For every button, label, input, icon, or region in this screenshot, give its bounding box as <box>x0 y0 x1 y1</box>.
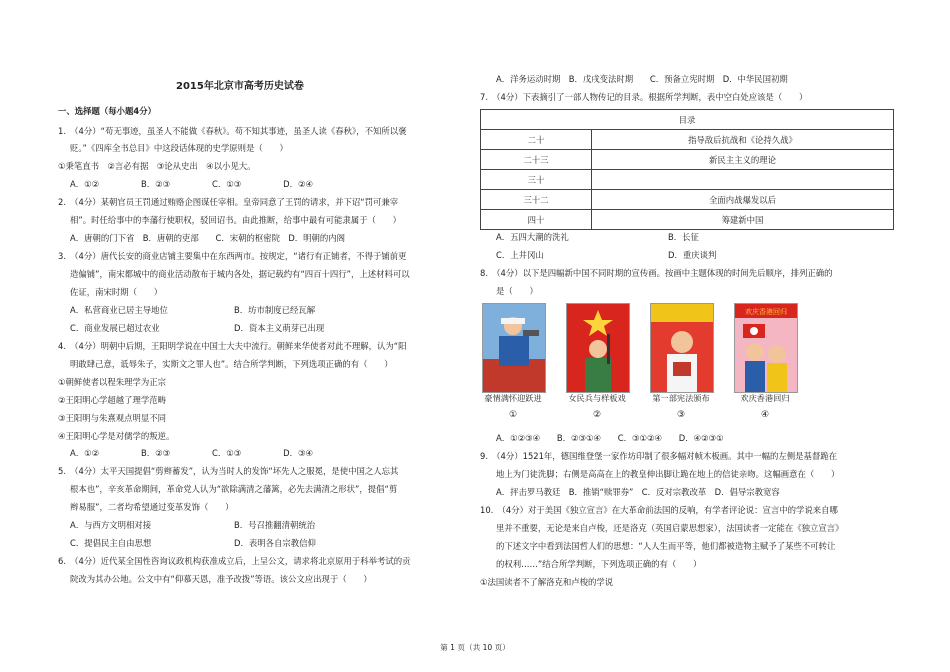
option-a: A．与西方文明相对接 <box>70 520 152 530</box>
chapter-number: 三十二 <box>481 190 592 210</box>
question-text: 地上为门徒洗脚；右侧是高高在上的教皇伸出脚让跪在地上的信徒亲吻。这幅画意在（ ） <box>496 469 840 479</box>
question-text: 根本也”，辛亥革命期间，革命党人认为“欲除满清之藩篱，必先去满清之形状”，提倡“剪 <box>70 484 398 494</box>
question-text: 7. （4分）下表摘引了一部人物传记的目录。根据所学判断，表中空白处应该是（ ） <box>480 92 808 102</box>
table-row <box>481 190 894 210</box>
question-text: 造偏铺”，南宋都城中的商业活动散布于城内各处，据记载约有“四百十四行”，上述材料可以 <box>70 269 410 279</box>
statement-1: ①法国读者不了解洛克和卢梭的学说 <box>480 577 614 587</box>
question-text: 8. （4分）以下是四幅新中国不同时期的宣传画。按画中主题体现的时间先后顺序，排列正确的 <box>480 268 833 278</box>
question-text: 院改为其办公地。公文中有“仰慕天恩，准予改拨”等语。该公文应出现于（ ） <box>70 574 372 584</box>
poster-number-2: ② <box>592 410 602 420</box>
page-footer: 第 1 页（共 10 页） <box>440 643 510 652</box>
q6-answer-options: A．洋务运动时期 B．戊戌变法时期 C．预备立宪时期 D．中华民国初期 <box>496 74 788 84</box>
poster-caption-3: 第一部宪法颁布 <box>652 393 710 403</box>
option-b: B．长征 <box>668 232 699 242</box>
poster-image-1 <box>482 303 546 393</box>
poster-image-2 <box>566 303 630 393</box>
answer-options: A．①②③④ B．②③①④ C．③①②④ D．④②③① <box>496 433 724 443</box>
poster-number-3: ③ <box>676 410 686 420</box>
question-text: 里并不重要，无论是来自卢梭，还是洛克（英国启蒙思想家），法国读者一定能在《独立宣言》 <box>496 523 844 533</box>
poster-caption-2: 女民兵与样板戏 <box>568 393 626 403</box>
question-text: 的下述文字中看到法国哲人们的思想：“人人生而平等，他们都被造物主赋予了某些不可转让 <box>496 541 836 551</box>
question-text: 10. （4分）对于美国《独立宣言》在大革命前法国的反响，有学者评论说：宣言中的学说来自哪 <box>480 505 838 515</box>
table-row <box>481 150 894 170</box>
chapter-title: 新民主主义的理论 <box>592 150 894 170</box>
chapter-title: 指导敌后抗战和《论持久战》 <box>592 130 894 150</box>
answer-options: A．抨击罗马教廷 B．推销“赎罪券” C．反对宗教改革 D．倡导宗教宽容 <box>496 487 780 497</box>
page-title: 2015年北京市高考历史试卷 <box>176 81 304 92</box>
question-text: 5. （4分）太平天国提倡“剪辫蓄发”，认为当时人的发饰“坏先人之服冕，是使中国之人忘其 <box>58 466 399 476</box>
toc-header-row <box>481 110 894 130</box>
option-d: D．表明各自宗教信仰 <box>234 538 316 548</box>
statement-3: ③王阳明与朱熹观点明显不同 <box>58 413 167 423</box>
question-text: 6. （4分）近代某全国性咨询议政机构获准成立后，上呈公文，请求将北京原用于科举考试的贡 <box>58 556 411 566</box>
chapter-title-blank <box>592 170 894 190</box>
answer-options: A．①② B．②③ C．①③ D．②④ <box>70 179 313 189</box>
question-text: 2. （4分）某朝官员王罚通过贿赂企图谋任宰相。皇帝同意了王罚的请求，并下诏“罚可兼宰 <box>58 197 399 207</box>
chapter-number: 二十三 <box>481 150 592 170</box>
question-text: 辫易服”，二者均希望通过变革发饰（ ） <box>70 502 234 512</box>
answer-options: A．唐朝的门下省 B．唐朝的吏部 C．宋朝的枢密院 D．明朝的内阁 <box>70 233 346 243</box>
statement-2: ②王阳明心学超越了理学范畴 <box>58 395 167 405</box>
question-text: 相”。时任给事中的李藩行使职权，驳回诏书。由此推断，给事中最有可能隶属于（ ） <box>70 215 401 225</box>
question-text: 1. （4分）“苟无事迹，虽圣人不能做《春秋》。苟不知其事迹，虽圣人读《春秋》，不知所以褒 <box>58 126 407 136</box>
poster-image-4 <box>734 303 798 393</box>
question-text: 贬。”《四库全书总目》中这段话体现的史学原则是（ ） <box>70 143 288 153</box>
poster-number-1: ① <box>508 410 518 420</box>
question-text: 3. （4分）唐代长安的商业店铺主要集中在东西两市。按规定，“诸行有正铺者，不得于铺前更 <box>58 251 407 261</box>
option-b: B．号召推翻清朝统治 <box>234 520 316 530</box>
table-row <box>481 170 894 190</box>
option-d: D．资本主义萌芽已出现 <box>234 323 325 333</box>
option-a: A．私营商业已居主导地位 <box>70 305 168 315</box>
poster-caption-4: 欢庆香港回归 <box>740 393 790 403</box>
poster-number-4: ④ <box>760 410 770 420</box>
chapter-number: 四十 <box>481 210 592 230</box>
table-row <box>481 210 894 230</box>
option-d: D．重庆谈判 <box>668 250 717 260</box>
chapter-number: 三十 <box>481 170 592 190</box>
table-row <box>481 130 894 150</box>
option-c: C．提倡民主自由思想 <box>70 538 152 548</box>
chapter-number: 二十 <box>481 130 592 150</box>
option-c: C．上井冈山 <box>496 250 544 260</box>
poster-banner-text: 欢庆香港回归 <box>745 308 787 316</box>
statement-4: ④王阳明心学是对儒学的叛逆。 <box>58 431 175 441</box>
poster-image-3 <box>650 303 714 393</box>
chapter-title: 全面内战爆发以后 <box>592 190 894 210</box>
answer-options: A．①② B．②③ C．①③ D．③④ <box>70 448 313 458</box>
option-b: B．坊市制度已经瓦解 <box>234 305 316 315</box>
question-text: 是（ ） <box>496 286 538 296</box>
question-text: 的权利……”结合所学判断，下列选项正确的有（ ） <box>496 559 702 569</box>
poster-caption-1: 豪情满怀迎跃进 <box>484 393 542 403</box>
chapter-title: 筹建新中国 <box>592 210 894 230</box>
option-a: A．五四大潮的洗礼 <box>496 232 569 242</box>
question-statements: ①秉笔直书 ②言必有据 ③论从史出 ④以小见大。 <box>58 161 256 171</box>
option-c: C．商业发展已超过农业 <box>70 323 160 333</box>
question-text: 9. （4分）1521年，德国维登堡一家作坊印制了很多幅对帧木板画。其中一幅的左侧是基督跪在 <box>480 451 838 461</box>
toc-header: 目录 <box>481 110 894 130</box>
section-heading: 一、选择题（每小题4分） <box>58 106 156 116</box>
question-text: 明敢肆己意，诋辱朱子，实斯文之罪人也”。结合所学判断，下列选项正确的有（ ） <box>70 359 393 369</box>
question-text: 佐证，南宋时期（ ） <box>70 287 163 297</box>
question-text: 4. （4分）明朝中后期，王阳明学说在中国士大夫中流行。朝鲜来华使者对此不理解，认为“阳 <box>58 341 407 351</box>
toc-table <box>480 109 894 230</box>
statement-1: ①朝鲜使者以程朱理学为正宗 <box>58 377 167 387</box>
